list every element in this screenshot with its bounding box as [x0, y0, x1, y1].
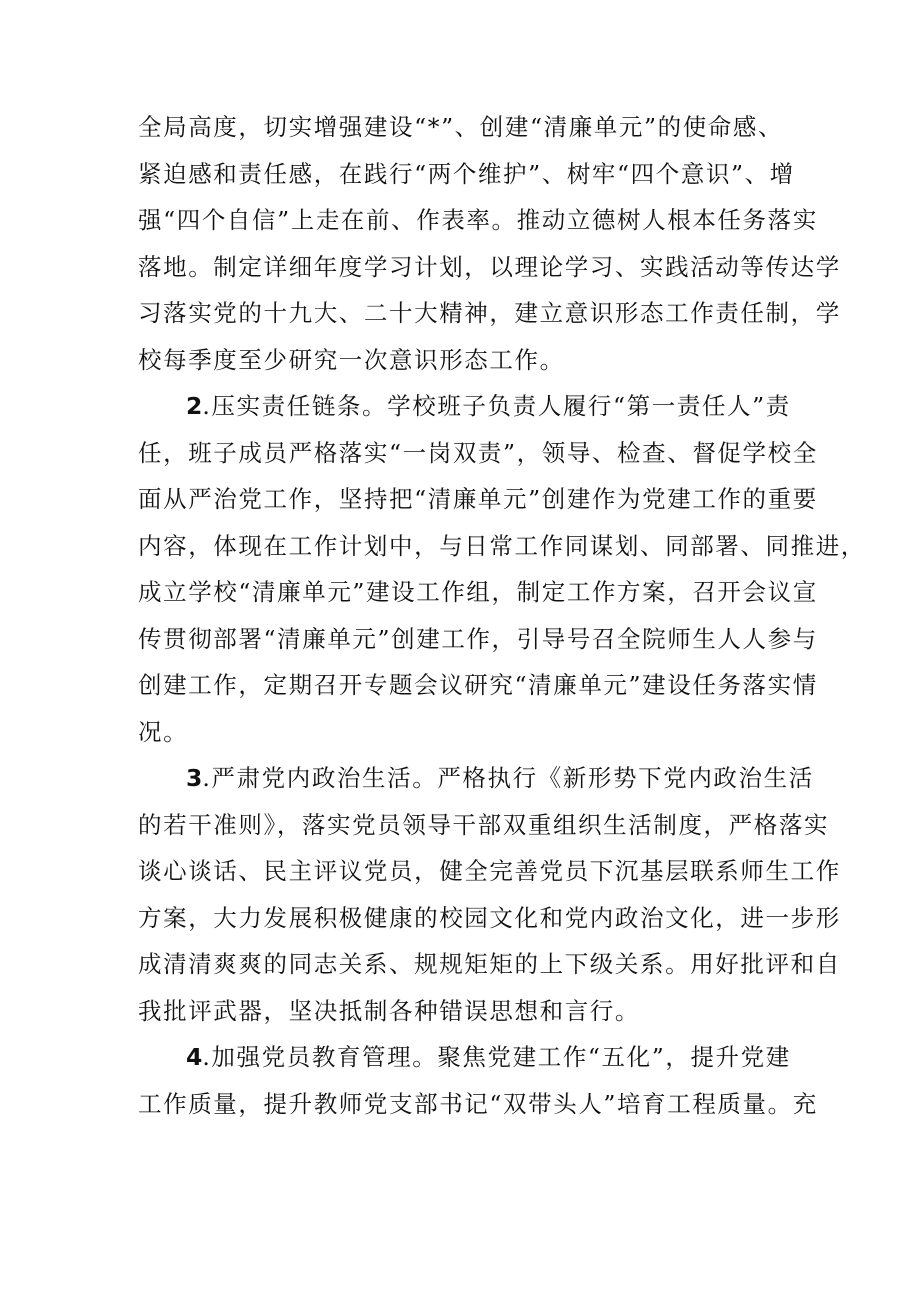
- text-line: 成清清爽爽的同志关系、规规矩矩的上下级关系。用好批评和自: [138, 950, 841, 978]
- text-line-first: [138, 383, 791, 430]
- text-line: 校每季度至少研究一次意识形态工作。: [138, 345, 565, 374]
- paragraph-4: [138, 1034, 818, 1127]
- text-line: 工作质量，提升教师党支部书记“双带头人”培育工程质量。充: [138, 1089, 818, 1118]
- text-line-body: .压实责任链条。学校班子负责人履行“第一责任人”责: [202, 392, 791, 420]
- paragraph-3: [138, 755, 841, 1034]
- text-line: 全局高度，切实增强建设“*”、创建“清廉单元”的使命感、: [138, 113, 784, 141]
- document-body: [138, 104, 866, 1127]
- item-number: 4: [186, 1043, 203, 1071]
- text-line: 面从严治党工作，坚持把“清廉单元”创建作为党建工作的重要: [138, 485, 818, 513]
- text-line: 落地。制定详细年度学习计划，以理论学习、实践活动等传达学: [138, 252, 841, 281]
- text-line: 任，班子成员严格落实“一岗双责”，领导、检查、督促学校全: [138, 438, 818, 467]
- text-line-body: .严肃党内政治生活。严格执行《新形势下党内政治生活: [202, 764, 814, 792]
- text-line-first: [138, 1034, 791, 1081]
- text-line: 内容，体现在工作计划中，与日常工作同谋划、同部署、同推进，: [138, 531, 866, 560]
- item-number: 3: [186, 764, 203, 792]
- paragraph-1: [138, 104, 841, 383]
- text-line: 的若干准则》，落实党员领导干部双重组织生活制度，严格落实: [138, 810, 830, 839]
- text-line: 方案，大力发展积极健康的校园文化和党内政治文化，进一步形: [138, 903, 841, 932]
- text-line: 紧迫感和责任感，在践行“两个维护”、树牢“四个意识”、增: [138, 159, 795, 188]
- text-line: 况。: [138, 717, 189, 746]
- text-line-body: .加强党员教育管理。聚焦党建工作“五化”，提升党建: [202, 1043, 791, 1071]
- text-line: 传贯彻部署“清廉单元”创建工作，引导号召全院师生人人参与: [138, 624, 818, 653]
- text-line: 我批评武器，坚决抵制各种错误思想和言行。: [138, 996, 640, 1025]
- text-line-first: [138, 755, 814, 802]
- text-line: 创建工作，定期召开专题会议研究“清廉单元”建设任务落实情: [138, 671, 818, 699]
- text-line: 习落实党的十九大、二十大精神，建立意识形态工作责任制，学: [138, 299, 841, 327]
- text-line: 强“四个自信”上走在前、作表率。推动立德树人根本任务落实: [138, 206, 818, 234]
- text-line: 成立学校“清廉单元”建设工作组，制定工作方案，召开会议宣: [138, 578, 818, 606]
- text-line: 谈心谈话、民主评议党员，健全完善党员下沉基层联系师生工作: [138, 857, 841, 885]
- item-number: 2: [186, 392, 203, 420]
- paragraph-2: [138, 383, 866, 755]
